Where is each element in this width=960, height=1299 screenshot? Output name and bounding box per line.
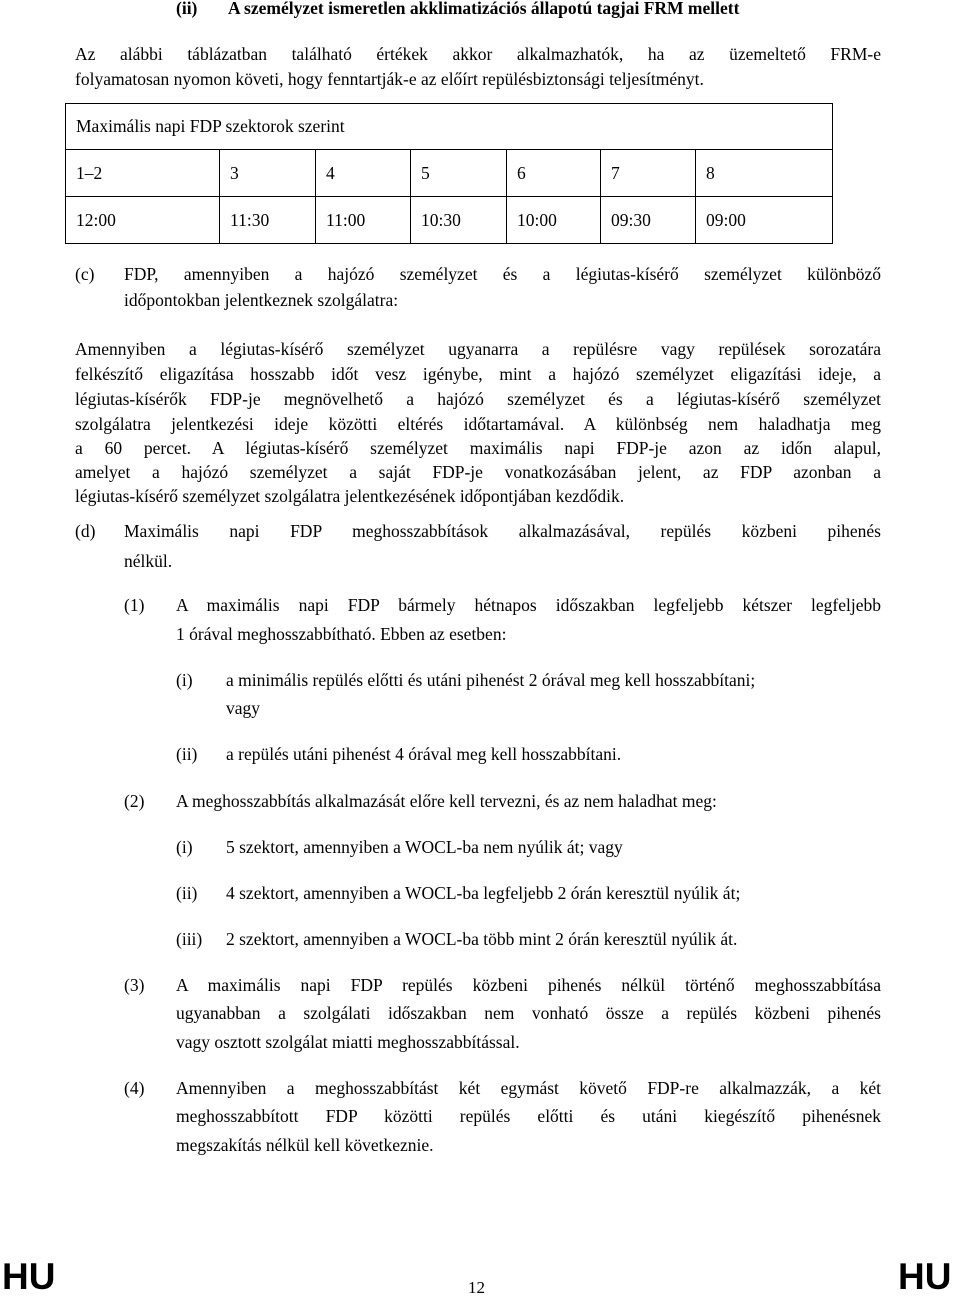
item-2-label: (2) (124, 791, 145, 811)
item-2-iii-label: (iii) (176, 929, 203, 949)
table-cell: 1–2 (66, 150, 220, 197)
table-cell: 3 (220, 150, 316, 197)
para-line-5: a 60 percet. A légiutas-kísérő személyzet maximális napi FDP-je azon az időn alapul, (75, 438, 881, 458)
table-cell: 09:00 (696, 197, 833, 244)
table-cell: 11:30 (220, 197, 316, 244)
item-c-line-1: FDP, amennyiben a hajózó személyzet és a légiutas-kísérő személyzet különböző (124, 264, 881, 284)
table-cell: 11:00 (316, 197, 411, 244)
item-d-line-2: nélkül. (124, 551, 173, 571)
table-cell: 5 (411, 150, 507, 197)
section-heading: A személyzet ismeretlen akklimatizációs állapotú tagjai FRM mellett (228, 0, 740, 18)
item-d-label: (d) (75, 521, 96, 541)
intro-line-2: folyamatosan nyomon követi, hogy fenntartják-e az előírt repülésbiztonsági teljesítményt. (75, 69, 704, 89)
item-2-iii-text: 2 szektort, amennyiben a WOCL-ba több mint 2 órán keresztül nyúlik át. (226, 929, 738, 949)
page-number: 12 (468, 1278, 485, 1297)
item-3-line-3: vagy osztott szolgálat miatti meghosszabbítással. (176, 1032, 520, 1052)
item-2-ii-text: 4 szektort, amennyiben a WOCL-ba legfeljebb 2 órán keresztül nyúlik át; (226, 883, 741, 903)
table-cell: 10:30 (411, 197, 507, 244)
fdp-sectors-table (65, 103, 833, 244)
item-1-i-line-2: vagy (226, 698, 261, 718)
item-4-line-3: megszakítás nélkül kell következnie. (176, 1135, 434, 1155)
item-3-line-1: A maximális napi FDP repülés közbeni pihenés nélkül történő meghosszabbítása (176, 975, 881, 995)
item-1-i-line-1: a minimális repülés előtti és utáni pihenést 2 órával meg kell hosszabbítani; (226, 670, 756, 690)
item-c-line-2: időpontokban jelentkeznek szolgálatra: (124, 290, 399, 310)
item-3-line-2: ugyanabban a szolgálati időszakban nem vonható össze a repülés közbeni pihenés (176, 1003, 881, 1023)
table-cell: 09:30 (601, 197, 696, 244)
para-line-4: szolgálatra jelentkezési ideje közötti eltérés időtartamával. A különbség nem haladhatja meg (75, 414, 881, 434)
item-4-label: (4) (124, 1078, 145, 1098)
footer-language-left: HU (2, 1256, 56, 1297)
item-d-line-1: Maximális napi FDP meghosszabbítások alkalmazásával, repülés közbeni pihenés (124, 521, 881, 541)
item-1-line-1: A maximális napi FDP bármely hétnapos időszakban legfeljebb kétszer legfeljebb (176, 595, 881, 615)
table-cell: 8 (696, 150, 833, 197)
para-line-2: felkészítő eligazítása hosszabb időt vesz igénybe, mint a hajózó személyzet eligazítási ideje, a (75, 364, 881, 384)
intro-line-1: Az alábbi táblázatban található értékek akkor alkalmazhatók, ha az üzemeltető FRM-e (75, 44, 881, 64)
item-c-label: (c) (75, 264, 95, 284)
para-line-7: légiutas-kísérő személyzet szolgálatra jelentkezésének időpontjában kezdődik. (75, 486, 625, 506)
table-row-sectors (66, 150, 833, 197)
item-2-ii-label: (ii) (176, 883, 198, 903)
item-2-line-1: A meghosszabbítás alkalmazását előre kell tervezni, és az nem haladhat meg: (176, 791, 717, 811)
table-cell: 6 (507, 150, 601, 197)
table-row-times (66, 197, 833, 244)
item-3-label: (3) (124, 975, 145, 995)
table-title: Maximális napi FDP szektorok szerint (66, 104, 833, 150)
item-1-label: (1) (124, 595, 145, 615)
table-cell: 4 (316, 150, 411, 197)
para-line-6: amelyet a hajózó személyzet a saját FDP-je vonatkozásában jelent, az FDP azonban a (75, 462, 881, 482)
table-cell: 10:00 (507, 197, 601, 244)
section-label: (ii) (176, 0, 198, 18)
table-cell: 12:00 (66, 197, 220, 244)
item-4-line-1: Amennyiben a meghosszabbítást két egymást követő FDP-re alkalmazzák, a két (176, 1078, 881, 1098)
item-2-i-text: 5 szektort, amennyiben a WOCL-ba nem nyúlik át; vagy (226, 837, 623, 857)
table-cell: 7 (601, 150, 696, 197)
item-1-i-label: (i) (176, 670, 193, 690)
item-4-line-2: meghosszabbított FDP közötti repülés előtti és utáni kiegészítő pihenésnek (176, 1106, 881, 1126)
para-line-1: Amennyiben a légiutas-kísérő személyzet ugyanarra a repülésre vagy repülések sorozatára (75, 339, 881, 359)
item-1-ii-line-1: a repülés utáni pihenést 4 órával meg kell hosszabbítani. (226, 744, 622, 764)
para-line-3: légiutas-kísérők FDP-je megnövelhető a hajózó személyzet és a légiutas-kísérő személyzet (75, 389, 881, 409)
footer-language-right: HU (898, 1256, 952, 1297)
item-1-line-2: 1 órával meghosszabbítható. Ebben az esetben: (176, 624, 507, 644)
item-1-ii-label: (ii) (176, 744, 198, 764)
item-2-i-label: (i) (176, 837, 193, 857)
